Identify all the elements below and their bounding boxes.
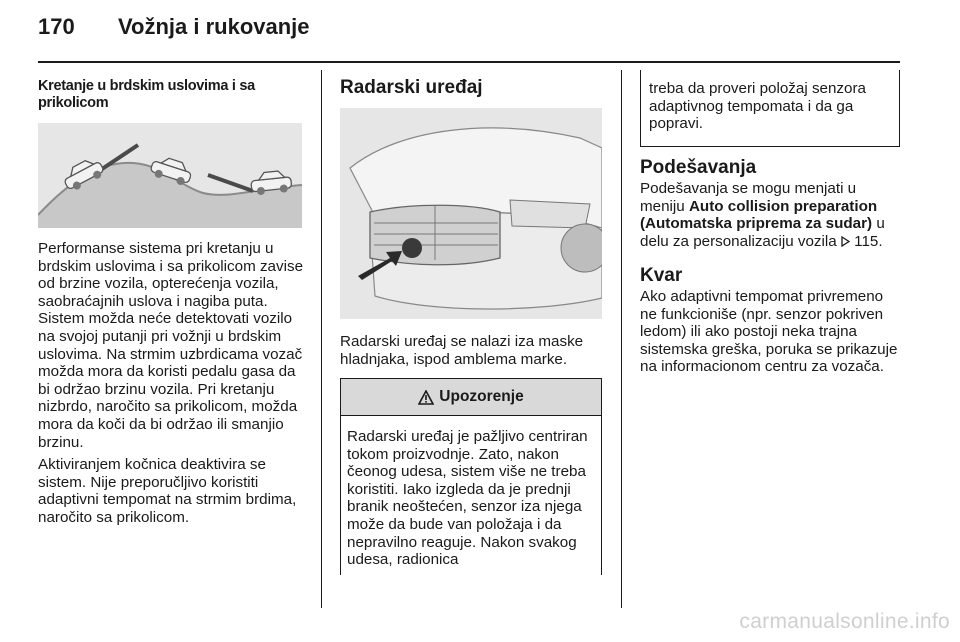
settings-menu-name: Auto collision preparation (Automatska priprema za sudar) (640, 197, 878, 233)
warning-title: Upozorenje (439, 388, 524, 405)
hills-paragraph-1: Performanse sistema pri kretanju u brdskim uslovima i sa prikolicom zavise od brzine vozila, opterećenja vozila, saobraćajnih uslova i nagiba puta. Sistem možda neće detektovati vozilo na svojoj putanji pri vožnji u brdskim uslovima. Na strmim uzbrdicama vozač možda mora da koristi pedalu gasa da bi održao brzinu vozila. Pri kretanju nizbrdo, naročito sa prikolicom, možda mora da koči da bi održao ili smanjio brzinu. (38, 240, 304, 451)
warning-continuation-text: treba da proveri položaj senzora adaptivnog tempomata i da ga popravi. (649, 80, 866, 133)
car-front-icon (340, 108, 602, 319)
settings-page-ref[interactable]: 115. (854, 232, 883, 250)
column-divider-2 (621, 70, 622, 608)
hills-paragraph-2: Aktiviranjem kočnica deaktivira se sistem. Nije preporučljivo koristiti adaptivni tempomat na strmim brdima, naročito sa prikolicom. (38, 456, 297, 526)
watermark: carmanualsonline.info (739, 610, 950, 633)
header-rule (38, 61, 900, 63)
fault-text: Ako adaptivni tempomat privremeno ne funkcioniše (npr. senzor pokriven ledom) ili ako postoji neka trajna sistemska greška, poruka se prikazuje na informacionom centru za vozača. (640, 288, 898, 376)
warning-continuation-box (640, 70, 900, 147)
column-divider-1 (321, 70, 322, 608)
page-number: 170 (38, 14, 75, 39)
page-title: Vožnja i rukovanje (118, 14, 310, 39)
hills-text (38, 240, 303, 532)
hills-subheading: Kretanje u brdskim uslovima i sa prikolicom (38, 78, 255, 111)
settings-text (640, 180, 902, 250)
warning-text: Radarski uređaj je pažljivo centriran tokom proizvodnje. Zato, nakon čeonog udesa, sistem više ne treba koristiti. Iako izgleda da je prednji branik neoštećen, senzor iza njega može da bude van položaja i da nepravilno reaguje. Nakon svakog udesa, radionica (347, 428, 588, 569)
fault-heading: Kvar (640, 265, 683, 286)
radar-illustration (340, 108, 602, 319)
radar-caption: Radarski uređaj se nalazi iza maske hladnjaka, ispod amblema marke. (340, 333, 584, 368)
page-ref-arrow-icon (841, 236, 850, 247)
radar-heading: Radarski uređaj (340, 77, 483, 98)
settings-heading: Podešavanja (640, 157, 757, 178)
settings-text-start: Podešavanja se mogu menjati u meniju (640, 180, 857, 215)
warning-box (340, 378, 602, 575)
warning-triangle-icon (418, 390, 434, 405)
hills-cars-icon (38, 123, 302, 228)
warning-header (341, 379, 601, 416)
hills-illustration (38, 123, 302, 228)
settings-text-end: u delu za personalizaciju vozila (640, 215, 885, 250)
